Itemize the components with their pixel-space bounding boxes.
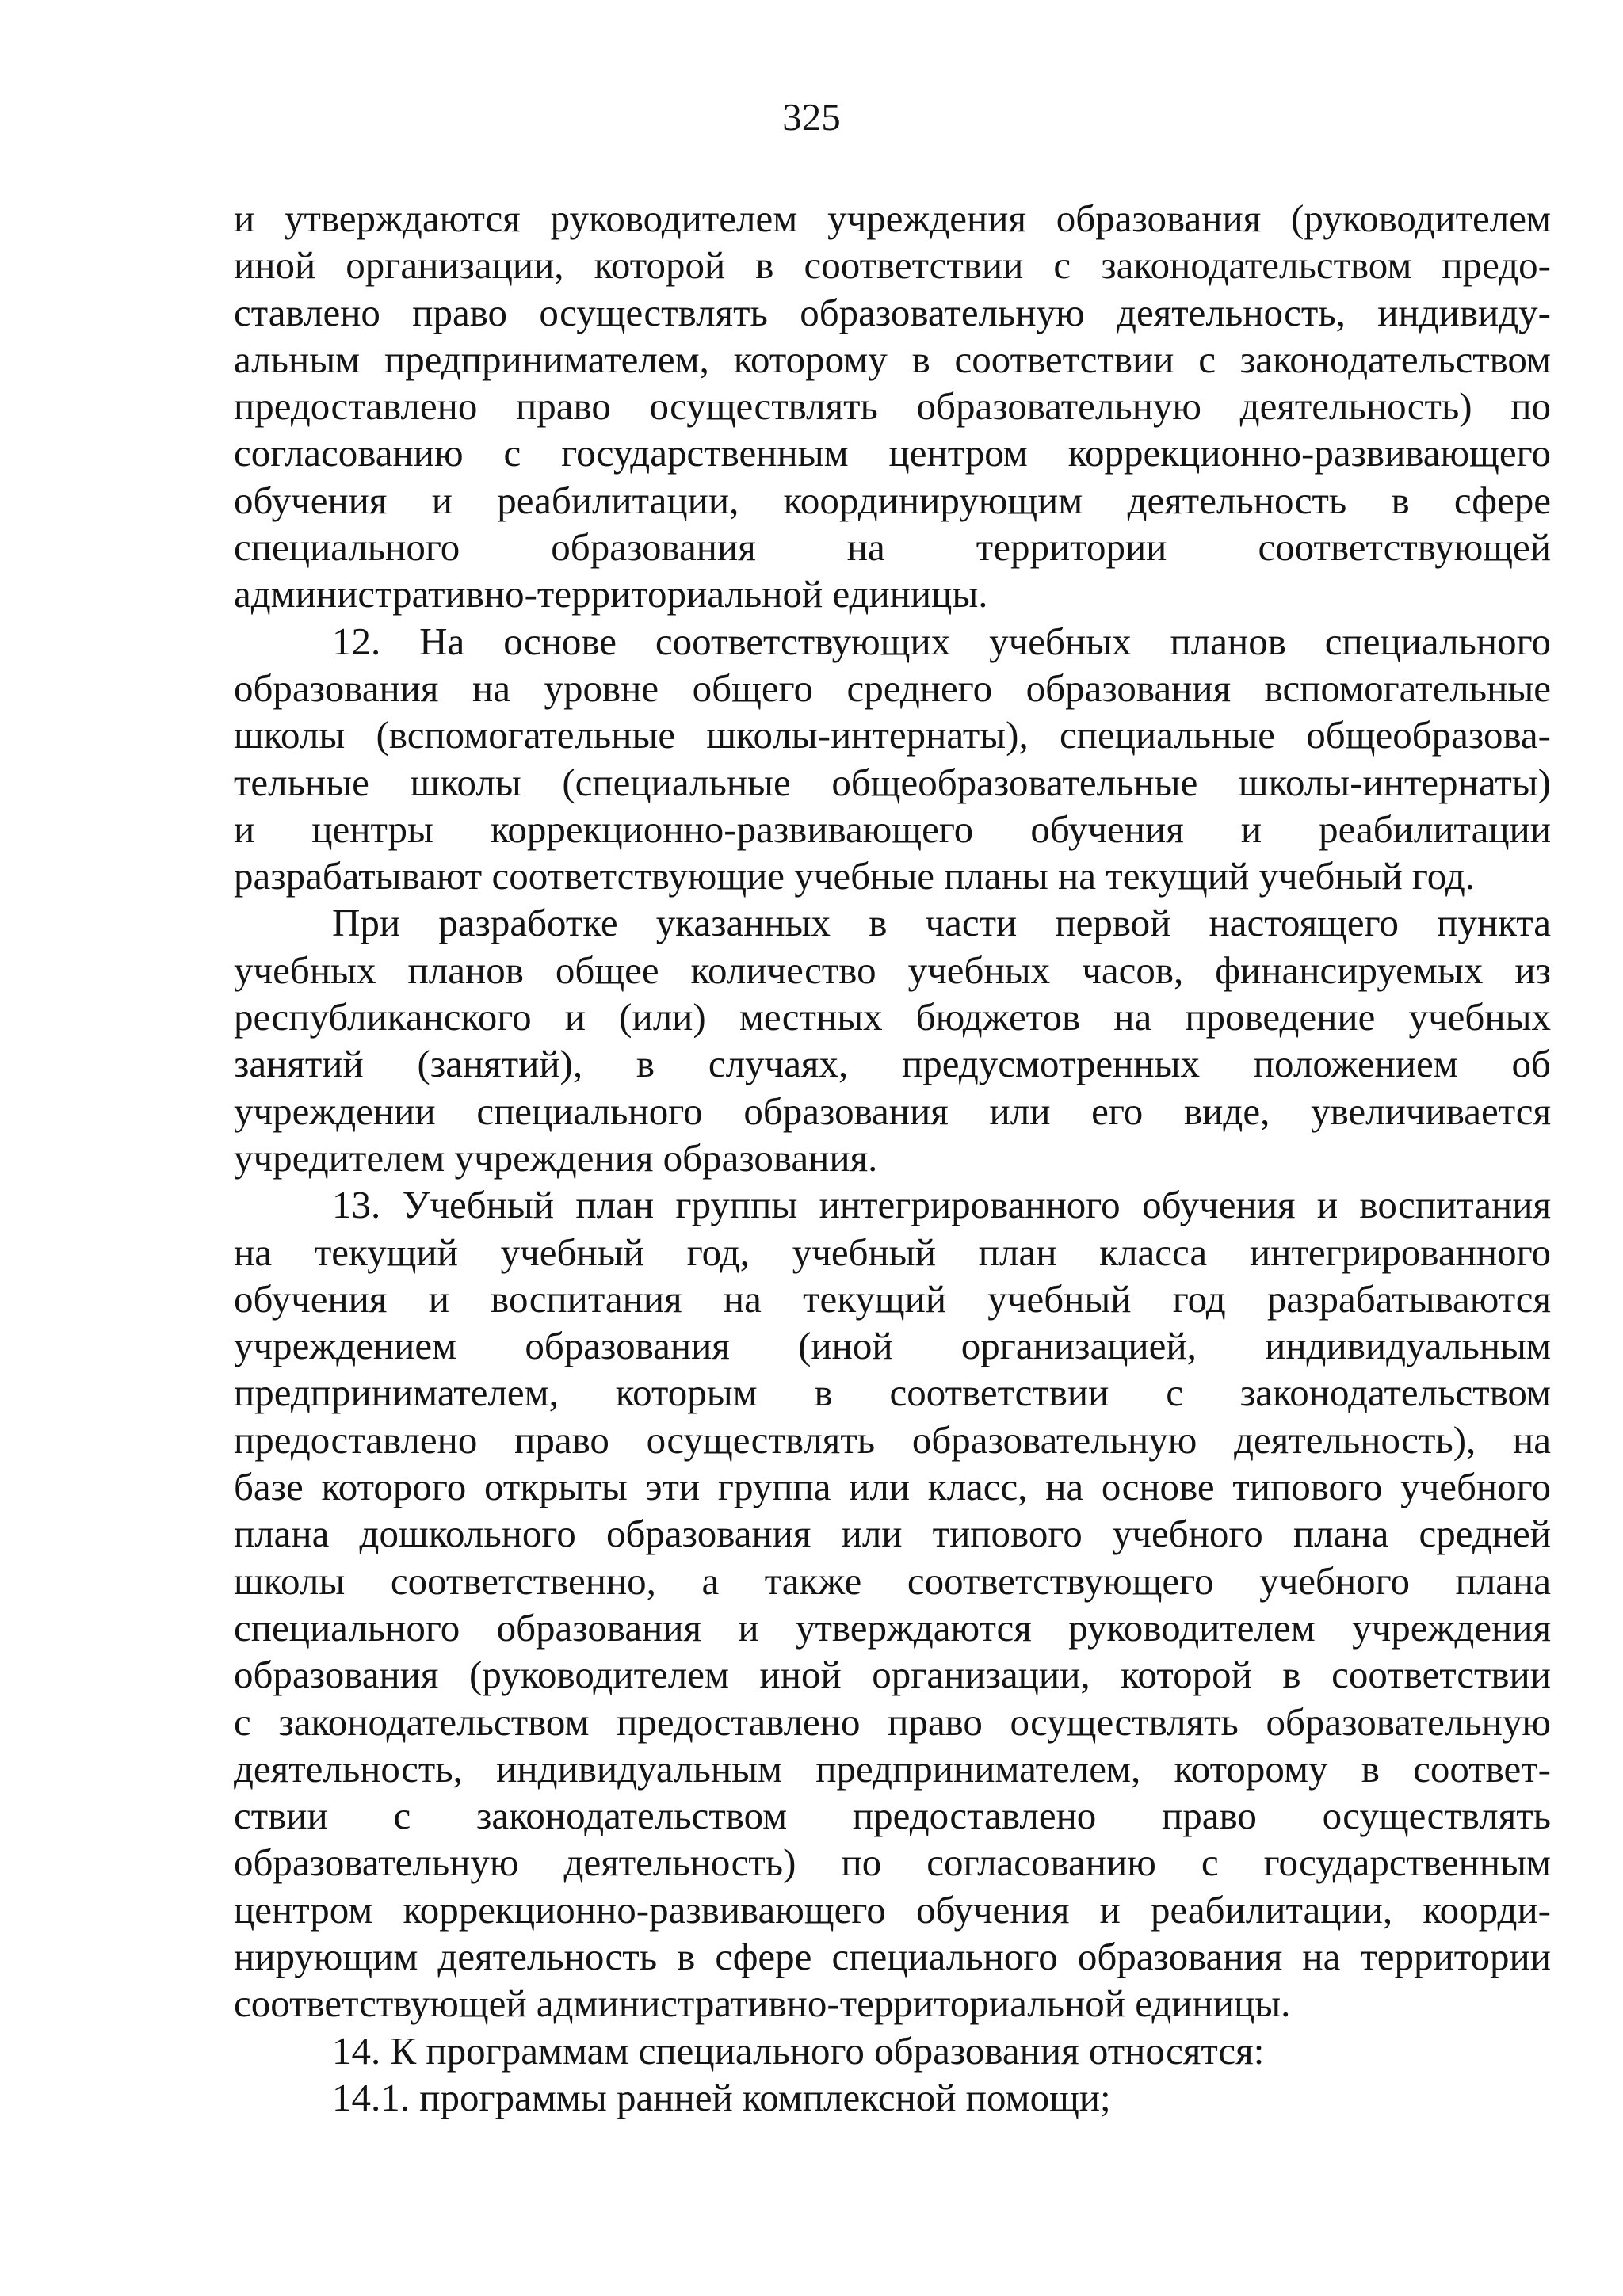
text-line: и утверждаются руководителем учреждения образования (руководителем (234, 196, 1551, 240)
text-line: деятельность, индивидуальным предпринимателем, которому в соответ- (234, 1746, 1551, 1791)
paragraph (234, 899, 1551, 1181)
text-line: 14.1. программы ранней комплексной помощи; (332, 2075, 1111, 2119)
text-line: республиканского и (или) местных бюджетов на проведение учебных (234, 995, 1551, 1039)
text-line: школы соответственно, а также соответствующего учебного плана (234, 1558, 1551, 1603)
text-line: предоставлено право осуществлять образовательную деятельность) по (234, 384, 1551, 429)
document-body (234, 195, 1551, 2121)
text-line: образования (руководителем иной организации, которой в соответствии (234, 1653, 1551, 1697)
text-line: 14. К программам специального образования относятся: (332, 2028, 1265, 2073)
text-line: учредителем учреждения образования. (234, 1135, 878, 1180)
text-line: 13. Учебный план группы интегрированного обучения и воспитания (332, 1183, 1551, 1227)
text-line: базе которого открыты эти группа или класс, на основе типового учебного (234, 1465, 1551, 1509)
text-line: нирующим деятельность в сфере специального образования на территории (234, 1934, 1551, 1978)
text-line: центром коррекционно-развивающего обучения и реабилитации, коорди- (234, 1887, 1551, 1932)
paragraph (234, 2074, 1551, 2121)
text-line: с законодательством предоставлено право осуществлять образовательную (234, 1699, 1551, 1744)
text-line: иной организации, которой в соответствии с законодательством предо- (234, 243, 1551, 288)
text-line: учебных планов общее количество учебных часов, финансируемых из (234, 948, 1551, 992)
text-line: административно-территориальной единицы. (234, 572, 988, 616)
text-line: учреждении специального образования или его виде, увеличивается (234, 1089, 1551, 1133)
text-line: предпринимателем, которым в соответствии с законодательством (234, 1371, 1551, 1415)
text-line: разрабатывают соответствующие учебные планы на текущий учебный год. (234, 854, 1476, 898)
text-line: соответствующей административно-территориальной единицы. (234, 1981, 1291, 2026)
text-line: 12. На основе соответствующих учебных планов специального (332, 619, 1551, 663)
paragraph (234, 195, 1551, 618)
text-line: ставлено право осуществлять образовательную деятельность, индивиду- (234, 290, 1551, 334)
text-line: предоставлено право осуществлять образовательную деятельность), на (234, 1417, 1551, 1462)
text-line: школы (вспомогательные школы-интернаты), специальные общеобразова- (234, 713, 1551, 757)
text-line: ствии с законодательством предоставлено право осуществлять (234, 1794, 1551, 1838)
text-line: образовательную деятельность) по согласованию с государственным (234, 1840, 1551, 1885)
text-line: согласованию с государственным центром коррекционно-развивающего (234, 431, 1551, 475)
text-line: обучения и воспитания на текущий учебный год разрабатываются (234, 1276, 1551, 1321)
text-line: учреждением образования (иной организацией, индивидуальным (234, 1324, 1551, 1368)
paragraph (234, 618, 1551, 900)
page-number: 325 (782, 95, 841, 139)
text-line: и центры коррекционно-развивающего обучения и реабилитации (234, 807, 1551, 851)
text-line: плана дошкольного образования или типового учебного плана средней (234, 1512, 1551, 1556)
text-line: тельные школы (специальные общеобразовательные школы-интернаты) (234, 760, 1551, 804)
text-line: на текущий учебный год, учебный план класса интегрированного (234, 1230, 1551, 1274)
text-line: занятий (занятий), в случаях, предусмотренных положением об (234, 1042, 1551, 1086)
text-line: специального образования на территории соответствующей (234, 525, 1551, 570)
text-line: альным предпринимателем, которому в соответствии с законодательством (234, 337, 1551, 381)
text-line: При разработке указанных в части первой настоящего пункта (332, 901, 1551, 945)
paragraph (234, 1181, 1551, 2027)
text-line: специального образования и утверждаются руководителем учреждения (234, 1605, 1551, 1650)
paragraph (234, 2027, 1551, 2074)
text-line: образования на уровне общего среднего образования вспомогательные (234, 666, 1551, 710)
text-line: обучения и реабилитации, координирующим деятельность в сфере (234, 478, 1551, 522)
